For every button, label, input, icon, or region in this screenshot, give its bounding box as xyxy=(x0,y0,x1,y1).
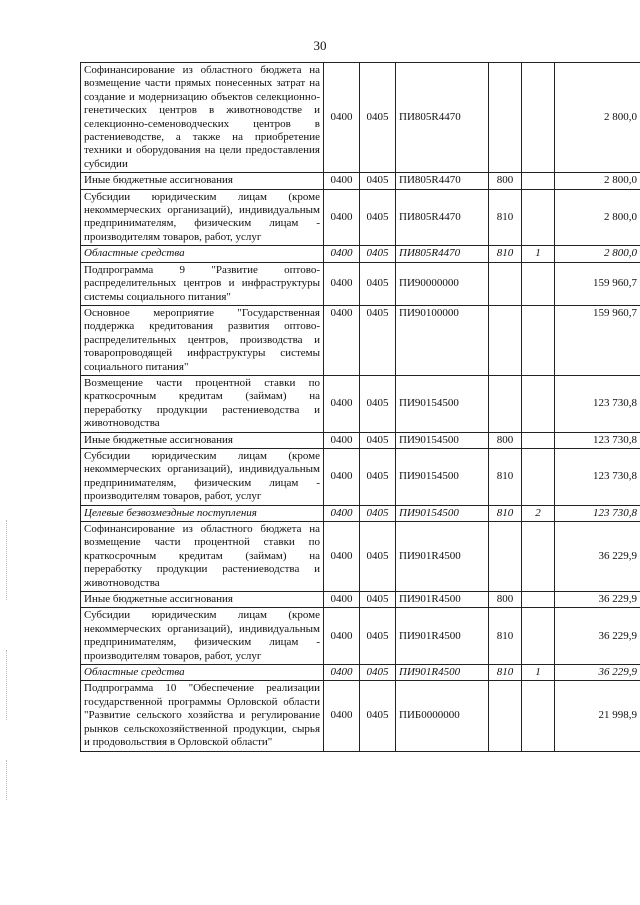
row-funds-kind: 1 xyxy=(522,246,555,262)
row-funds-kind xyxy=(522,262,555,305)
row-amount: 159 960,7 xyxy=(555,262,640,305)
row-amount: 36 229,9 xyxy=(555,592,640,608)
table-row xyxy=(81,522,640,592)
row-subsection: 0405 xyxy=(360,448,396,505)
table-row xyxy=(81,262,640,305)
row-section: 0400 xyxy=(324,173,360,189)
row-target-article: ПИ901R4500 xyxy=(396,608,489,665)
row-target-article: ПИ90154500 xyxy=(396,432,489,448)
row-subsection: 0405 xyxy=(360,592,396,608)
row-funds-kind xyxy=(522,522,555,592)
binding-margin-mark xyxy=(6,760,8,800)
row-section: 0400 xyxy=(324,608,360,665)
row-target-article: ПИ90100000 xyxy=(396,305,489,375)
row-name: Целевые безвозмездные поступления xyxy=(81,505,324,521)
binding-margin-mark xyxy=(6,520,8,600)
row-amount: 2 800,0 xyxy=(555,246,640,262)
row-section: 0400 xyxy=(324,63,360,173)
table-row xyxy=(81,375,640,432)
row-target-article: ПИ90154500 xyxy=(396,375,489,432)
row-amount: 123 730,8 xyxy=(555,505,640,521)
row-name: Иные бюджетные ассигнования xyxy=(81,432,324,448)
row-subsection: 0405 xyxy=(360,63,396,173)
row-name: Областные средства xyxy=(81,246,324,262)
row-subsection: 0405 xyxy=(360,375,396,432)
row-expense-type: 810 xyxy=(489,505,522,521)
row-expense-type: 810 xyxy=(489,448,522,505)
row-subsection: 0405 xyxy=(360,262,396,305)
table-row xyxy=(81,592,640,608)
row-funds-kind xyxy=(522,681,555,751)
row-subsection: 0405 xyxy=(360,305,396,375)
row-target-article: ПИ805R4470 xyxy=(396,63,489,173)
row-name: Субсидии юридическим лицам (кроме некоммерческих организаций), индивидуальным предпринимателям, физическим лицам - производителям товаров, работ, услуг xyxy=(81,448,324,505)
row-expense-type xyxy=(489,262,522,305)
row-expense-type: 810 xyxy=(489,246,522,262)
row-expense-type xyxy=(489,522,522,592)
row-funds-kind xyxy=(522,305,555,375)
row-section: 0400 xyxy=(324,246,360,262)
row-expense-type: 810 xyxy=(489,608,522,665)
row-subsection: 0405 xyxy=(360,432,396,448)
row-funds-kind xyxy=(522,173,555,189)
row-subsection: 0405 xyxy=(360,522,396,592)
row-amount: 123 730,8 xyxy=(555,375,640,432)
row-funds-kind xyxy=(522,608,555,665)
row-target-article: ПИ901R4500 xyxy=(396,592,489,608)
row-name: Возмещение части процентной ставки по краткосрочным кредитам (займам) на переработку продукции растениеводства и животноводства xyxy=(81,375,324,432)
row-expense-type: 800 xyxy=(489,592,522,608)
row-name: Основное мероприятие "Государственная поддержка кредитования развития оптово-распределительных центров, производства и товаропроводящей инфраструктуры системы социального питания" xyxy=(81,305,324,375)
row-name: Софинансирование из областного бюджета на возмещение части процентной ставки по краткосрочным кредитам (займам) на переработку продукции растениеводства и животноводства xyxy=(81,522,324,592)
row-funds-kind xyxy=(522,189,555,246)
row-expense-type: 800 xyxy=(489,173,522,189)
table-row xyxy=(81,189,640,246)
table-row xyxy=(81,63,640,173)
row-funds-kind: 1 xyxy=(522,665,555,681)
table-row xyxy=(81,432,640,448)
binding-margin-mark xyxy=(6,650,8,720)
table-row xyxy=(81,246,640,262)
row-subsection: 0405 xyxy=(360,665,396,681)
row-expense-type: 810 xyxy=(489,665,522,681)
row-amount: 2 800,0 xyxy=(555,63,640,173)
row-amount: 123 730,8 xyxy=(555,432,640,448)
table-row xyxy=(81,665,640,681)
row-target-article: ПИ90154500 xyxy=(396,505,489,521)
row-amount: 36 229,9 xyxy=(555,522,640,592)
row-section: 0400 xyxy=(324,262,360,305)
row-funds-kind xyxy=(522,375,555,432)
table-row xyxy=(81,448,640,505)
row-name: Софинансирование из областного бюджета на возмещение части прямых понесенных затрат на создание и модернизацию объектов селекционно-генетических центров в животноводстве и селекционно-семеноводческих центров в растениеводстве, а также на приобретение техники и оборудования на цели предоставления субсидии xyxy=(81,63,324,173)
row-amount: 123 730,8 xyxy=(555,448,640,505)
table-row xyxy=(81,305,640,375)
page-number: 30 xyxy=(313,38,327,53)
row-target-article: ПИ805R4470 xyxy=(396,173,489,189)
row-name: Подпрограмма 10 "Обеспечение реализации государственной программы Орловской области "Развитие сельского хозяйства и регулирование рынков сельскохозяйственной продукции, сырья и продовольствия в Орловской области" xyxy=(81,681,324,751)
row-funds-kind xyxy=(522,432,555,448)
table-row xyxy=(81,608,640,665)
row-target-article: ПИБ0000000 xyxy=(396,681,489,751)
row-amount: 36 229,9 xyxy=(555,608,640,665)
row-section: 0400 xyxy=(324,189,360,246)
row-subsection: 0405 xyxy=(360,681,396,751)
row-target-article: ПИ901R4500 xyxy=(396,665,489,681)
table-row xyxy=(81,681,640,751)
row-amount: 2 800,0 xyxy=(555,189,640,246)
row-section: 0400 xyxy=(324,505,360,521)
row-target-article: ПИ805R4470 xyxy=(396,189,489,246)
table-row xyxy=(81,505,640,521)
row-name: Областные средства xyxy=(81,665,324,681)
row-amount: 2 800,0 xyxy=(555,173,640,189)
row-name: Субсидии юридическим лицам (кроме некоммерческих организаций), индивидуальным предпринимателям, физическим лицам - производителям товаров, работ, услуг xyxy=(81,189,324,246)
row-section: 0400 xyxy=(324,375,360,432)
row-subsection: 0405 xyxy=(360,246,396,262)
row-expense-type xyxy=(489,305,522,375)
row-funds-kind: 2 xyxy=(522,505,555,521)
row-section: 0400 xyxy=(324,522,360,592)
row-target-article: ПИ901R4500 xyxy=(396,522,489,592)
row-section: 0400 xyxy=(324,592,360,608)
row-subsection: 0405 xyxy=(360,173,396,189)
row-target-article: ПИ805R4470 xyxy=(396,246,489,262)
row-amount: 21 998,9 xyxy=(555,681,640,751)
row-subsection: 0405 xyxy=(360,189,396,246)
row-funds-kind xyxy=(522,448,555,505)
row-section: 0400 xyxy=(324,448,360,505)
row-name: Подпрограмма 9 "Развитие оптово-распределительных центров и инфраструктуры системы социального питания" xyxy=(81,262,324,305)
row-expense-type: 800 xyxy=(489,432,522,448)
row-name: Иные бюджетные ассигнования xyxy=(81,592,324,608)
row-section: 0400 xyxy=(324,432,360,448)
row-subsection: 0405 xyxy=(360,505,396,521)
row-funds-kind xyxy=(522,63,555,173)
row-amount: 36 229,9 xyxy=(555,665,640,681)
row-expense-type xyxy=(489,63,522,173)
row-expense-type: 810 xyxy=(489,189,522,246)
row-amount: 159 960,7 xyxy=(555,305,640,375)
row-expense-type xyxy=(489,681,522,751)
row-section: 0400 xyxy=(324,681,360,751)
row-name: Субсидии юридическим лицам (кроме некоммерческих организаций), индивидуальным предпринимателям, физическим лицам - производителям товаров, работ, услуг xyxy=(81,608,324,665)
row-target-article: ПИ90000000 xyxy=(396,262,489,305)
row-funds-kind xyxy=(522,592,555,608)
row-section: 0400 xyxy=(324,305,360,375)
budget-table xyxy=(80,62,640,752)
row-section: 0400 xyxy=(324,665,360,681)
row-subsection: 0405 xyxy=(360,608,396,665)
row-name: Иные бюджетные ассигнования xyxy=(81,173,324,189)
row-expense-type xyxy=(489,375,522,432)
table-row xyxy=(81,173,640,189)
row-target-article: ПИ90154500 xyxy=(396,448,489,505)
